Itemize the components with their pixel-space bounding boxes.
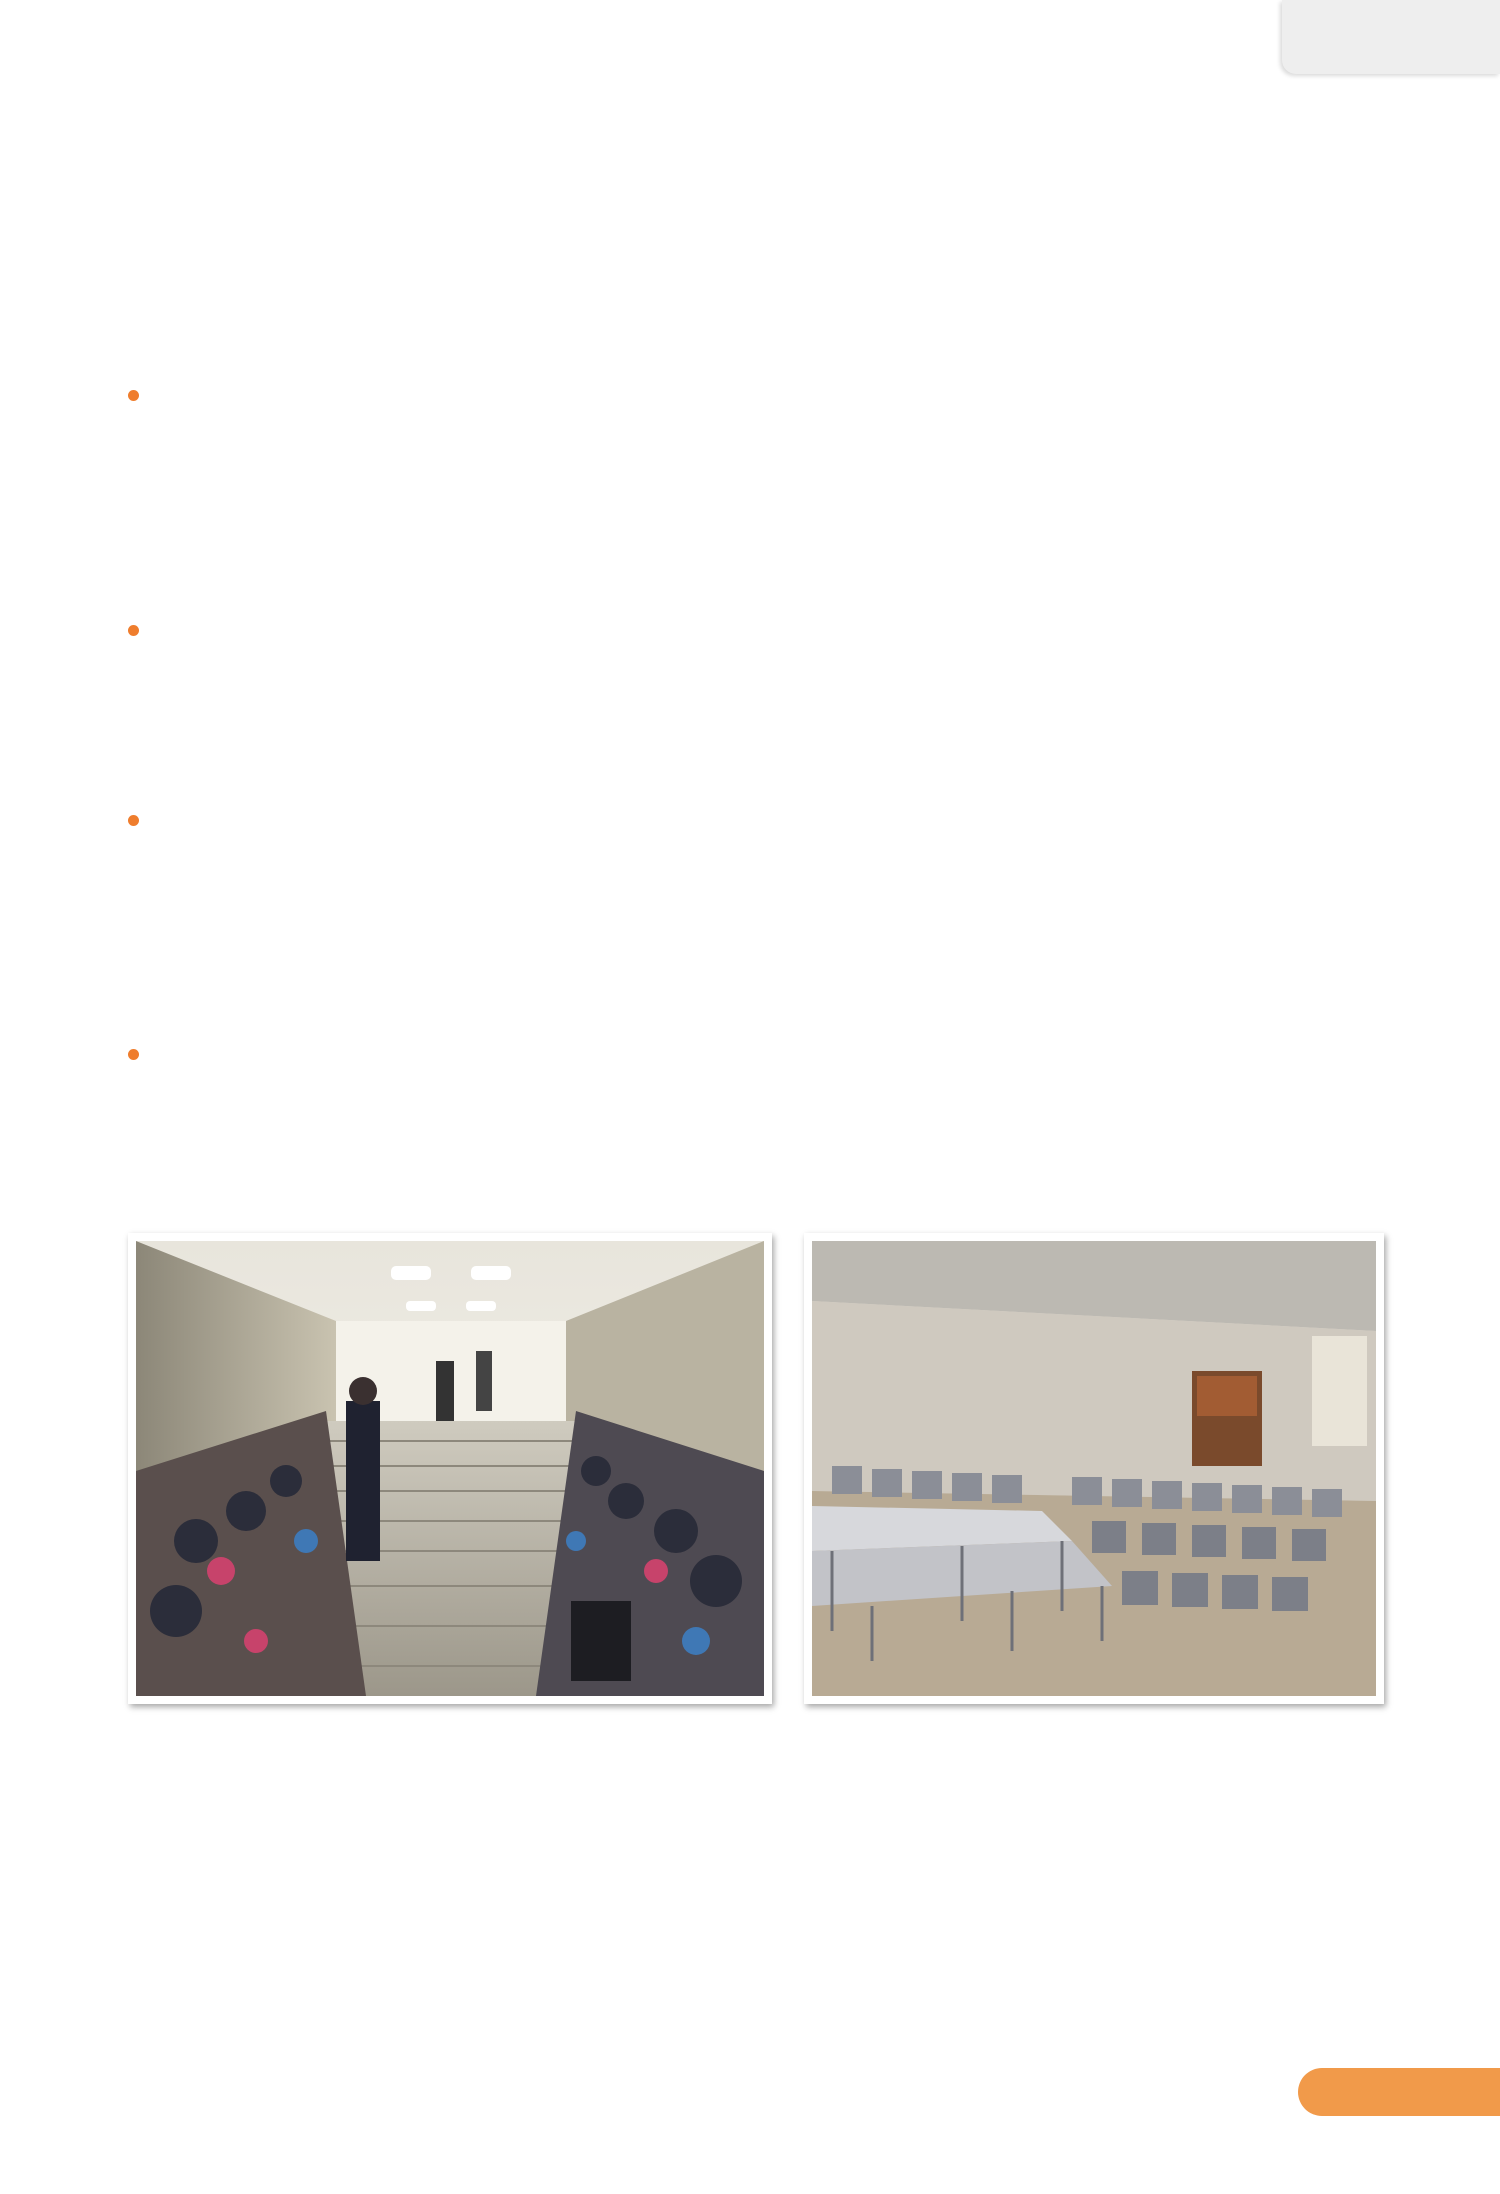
bullet-icon	[128, 390, 139, 401]
bullet-icon	[128, 625, 139, 636]
lyceum-room-image	[812, 1241, 1376, 1696]
table-of-contents-button[interactable]	[1282, 0, 1500, 74]
bullet-icon	[128, 1049, 139, 1060]
metro-station-photo	[128, 1233, 772, 1704]
lyceum-room-photo	[804, 1233, 1384, 1704]
decorative-dots-bottom	[0, 2052, 1500, 2058]
bullet-icon	[128, 815, 139, 826]
metro-station-image	[136, 1241, 764, 1696]
page-number	[1298, 2068, 1500, 2116]
decorative-dots-top	[20, 50, 1290, 74]
